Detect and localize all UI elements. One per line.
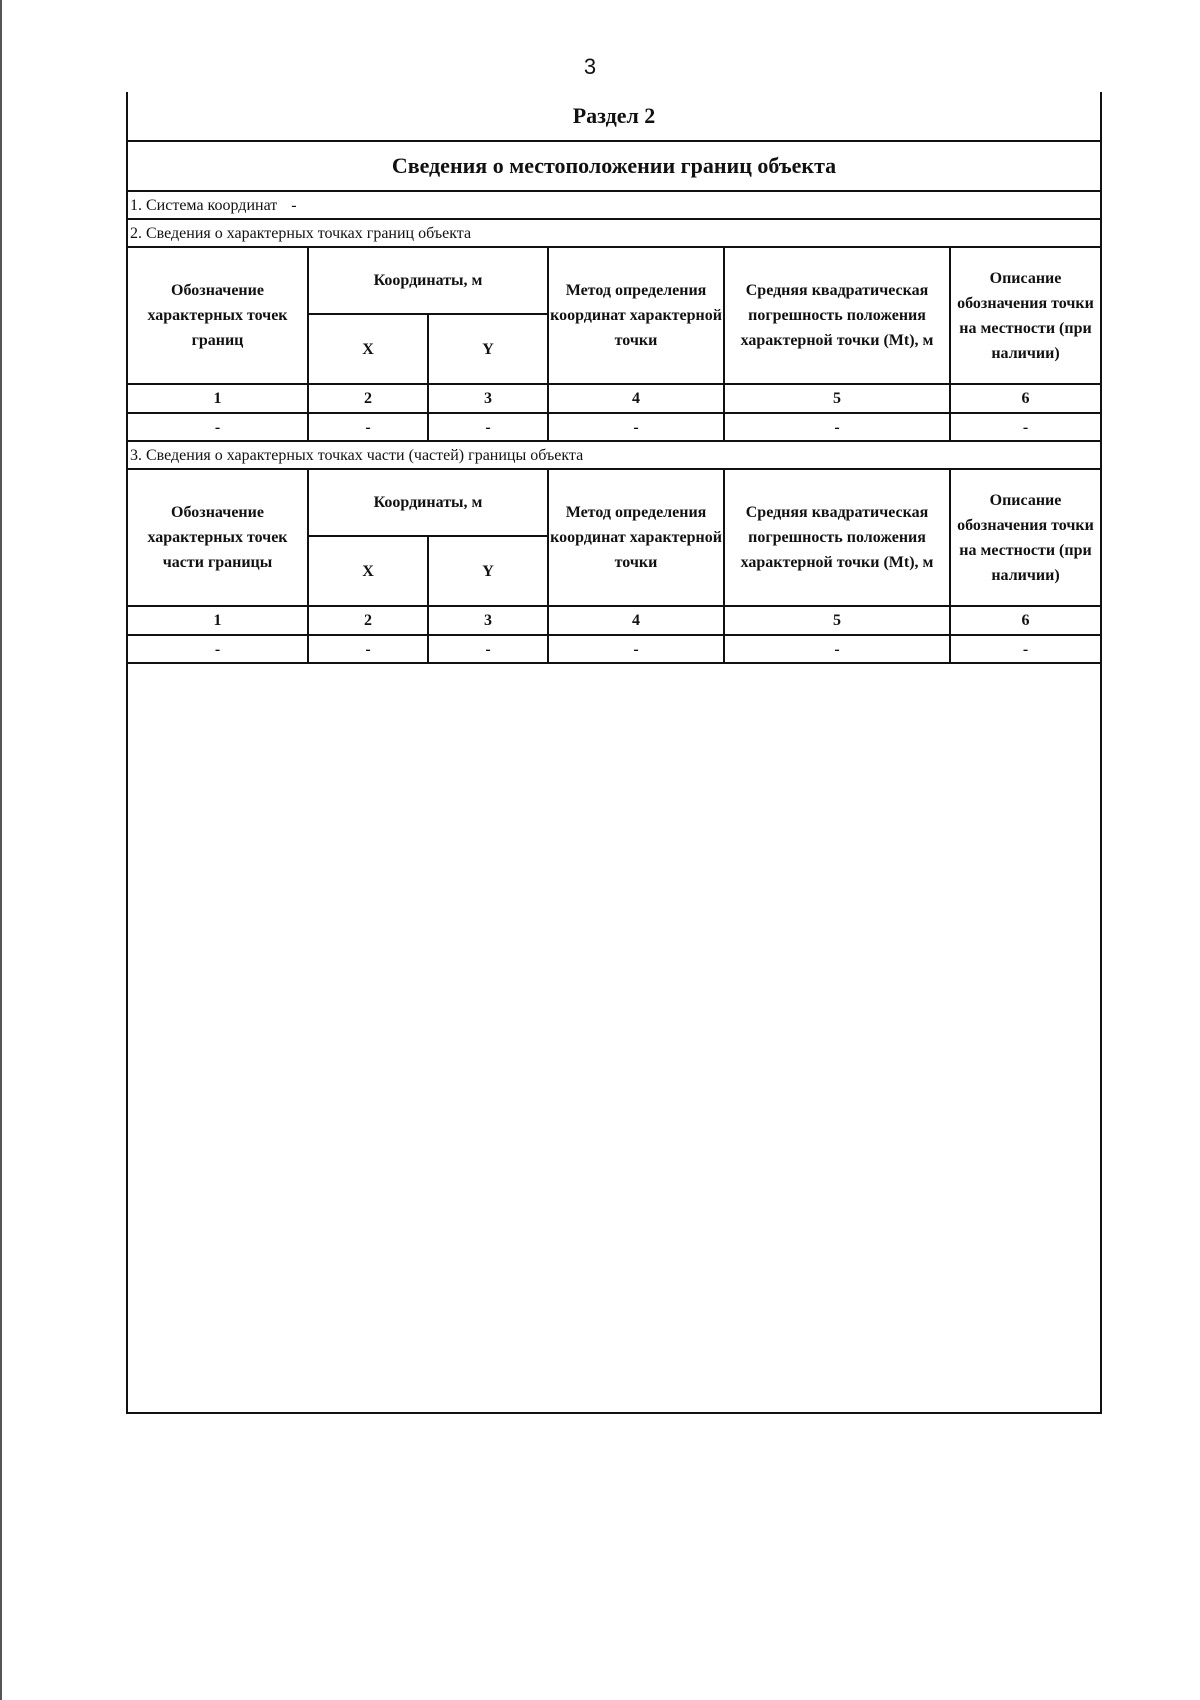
table-cell: -	[428, 635, 548, 663]
table-cell: -	[950, 635, 1100, 663]
column-number: 1	[128, 384, 308, 413]
table-cell: -	[128, 635, 308, 663]
table2-caption: 3. Сведения о характерных точках части (частей) границы объекта	[128, 442, 1100, 470]
column-number: 6	[950, 384, 1100, 413]
page-number: 3	[583, 54, 597, 79]
boundary-points-table	[128, 248, 1100, 442]
column-number: 4	[548, 606, 724, 635]
header-y: Y	[428, 536, 548, 606]
column-number: 5	[724, 384, 950, 413]
table-row	[128, 635, 1100, 663]
column-number-row	[128, 384, 1100, 413]
column-number: 3	[428, 384, 548, 413]
header-coordinates: Координаты, м	[308, 248, 548, 314]
column-number: 1	[128, 606, 308, 635]
column-number: 6	[950, 606, 1100, 635]
header-x: X	[308, 536, 428, 606]
table-cell: -	[308, 413, 428, 441]
part-boundary-points-table	[128, 470, 1100, 664]
page-heading: Сведения о местоположении границ объекта	[128, 142, 1100, 192]
header-method: Метод определения координат характерной точки	[548, 470, 724, 606]
header-x: X	[308, 314, 428, 384]
column-number: 4	[548, 384, 724, 413]
table-cell: -	[724, 635, 950, 663]
table-cell: -	[308, 635, 428, 663]
table-cell: -	[428, 413, 548, 441]
column-number: 3	[428, 606, 548, 635]
table-cell: -	[950, 413, 1100, 441]
header-description: Описание обозначения точки на местности (при наличии)	[950, 248, 1100, 384]
header-designation: Обозначение характерных точек части границы	[128, 470, 308, 606]
table-cell: -	[548, 413, 724, 441]
header-y: Y	[428, 314, 548, 384]
table-row	[128, 413, 1100, 441]
header-designation: Обозначение характерных точек границ	[128, 248, 308, 384]
column-number: 2	[308, 606, 428, 635]
table-cell: -	[724, 413, 950, 441]
section-frame	[126, 92, 1102, 1414]
column-number-row	[128, 606, 1100, 635]
header-error: Средняя квадратическая погрешность положения характерной точки (Mt), м	[724, 248, 950, 384]
section-title: Раздел 2	[128, 92, 1100, 142]
table-cell: -	[128, 413, 308, 441]
header-coordinates: Координаты, м	[308, 470, 548, 536]
coord-system-row	[128, 192, 1100, 220]
header-method: Метод определения координат характерной точки	[548, 248, 724, 384]
table-cell: -	[548, 635, 724, 663]
coord-system-value: -	[291, 197, 297, 214]
table1-caption: 2. Сведения о характерных точках границ объекта	[128, 220, 1100, 248]
header-error: Средняя квадратическая погрешность положения характерной точки (Mt), м	[724, 470, 950, 606]
header-description: Описание обозначения точки на местности (при наличии)	[950, 470, 1100, 606]
column-number: 5	[724, 606, 950, 635]
column-number: 2	[308, 384, 428, 413]
scan-left-edge	[0, 0, 2, 1700]
coord-system-label: 1. Система координат	[130, 197, 278, 214]
